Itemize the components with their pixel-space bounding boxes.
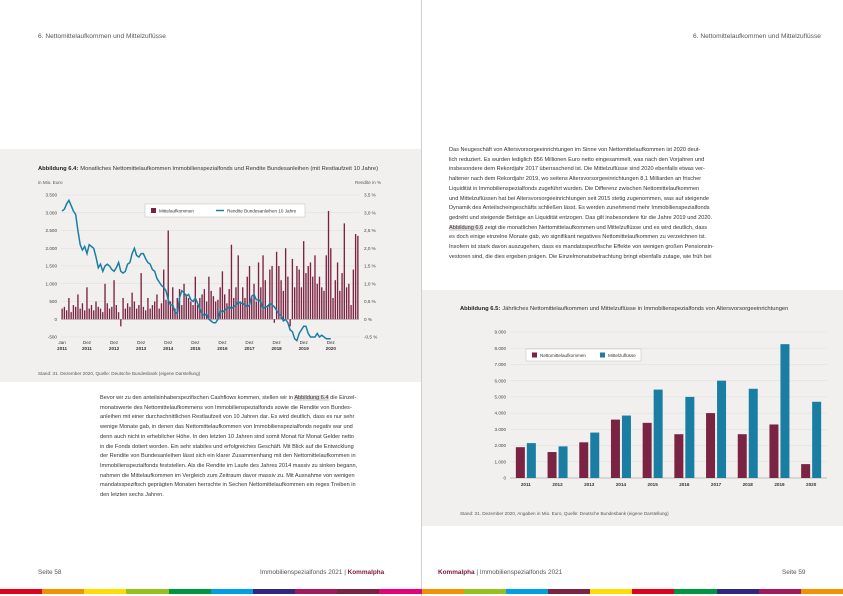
text-run: wenige Monate gab, in denen das Nettomittelaufkommen von Immobilienspezialfonds negativ war und [100, 424, 353, 431]
monthly-combo-chart [0, 185, 421, 360]
color-strip-segment [801, 589, 843, 594]
bar-net-inflow [95, 302, 96, 320]
color-strip-segment [337, 589, 380, 594]
text-run: haltener nach dem Rekordjahr 2019, wo seitens Altersvorsorgeeinrichtungen 8,1 Milliarden an frischer [449, 176, 702, 183]
bar-net-inflow [229, 289, 230, 319]
bar-net-inflow [289, 319, 290, 326]
figure-title [38, 166, 378, 172]
bar-net-inflow [611, 420, 620, 478]
y2-tick-label: 1,0 % [364, 281, 376, 287]
right-page [422, 0, 843, 596]
y2-tick-label: 3,5 % [364, 192, 376, 198]
y-tick-label: 3.500 [45, 192, 57, 198]
bar-net-inflow [89, 309, 90, 320]
bar-net-inflow [769, 424, 778, 478]
figure-title-text: Jährliches Nettomittelaufkommen und Mittelzuflüsse in Immobilienspezialfonds von Altersvorsorgeeinrichtungen [502, 306, 789, 312]
bar-net-inflow [138, 305, 139, 319]
bar-net-inflow [296, 266, 297, 319]
y-tick-label: 7.000 [494, 362, 506, 368]
color-strip-segment [717, 589, 760, 594]
bar-net-inflow [145, 310, 146, 319]
bar-net-inflow [66, 310, 67, 319]
text-run: in die Fonds dotiert worden. Ein sehr stabiles und erfolgreiches Geschäft. Mit Blick auf die Entwicklung [100, 443, 354, 450]
color-strip-segment [590, 589, 633, 594]
bar-net-inflow [319, 277, 320, 320]
bar-net-inflow [251, 298, 252, 319]
bar-net-inflow [330, 248, 331, 319]
bar-net-inflow [125, 309, 126, 320]
x-tick-month: Dez [82, 340, 92, 345]
bar-net-inflow [283, 291, 284, 319]
text-run: insbesondere dem Rekordjahr 2017 überraschend ist. Die Mittelzuflüsse sind 2020 ebenfalls etwas ver- [449, 166, 705, 173]
bar-net-inflow [100, 309, 101, 320]
text-line [449, 204, 714, 214]
bar-net-inflow [292, 259, 293, 319]
y-tick-label: 1.500 [45, 263, 57, 269]
x-tick-year: 2014 [163, 346, 174, 351]
x-tick-year: 2020 [325, 346, 336, 351]
y-tick-label: 9.000 [494, 329, 506, 335]
legend-label: Mittelaufkommen [159, 208, 194, 214]
text-run: Insofern ist stark davon auszugehen, dass es mandatsspezifische Effekte von wenigen großen Pensionsin- [449, 244, 714, 251]
bar-net-inflow [201, 294, 202, 319]
text-run: monatswerte des Nettomittelaufkommens von Immobilienspezialfonds sowie die Rendite von Bundes- [100, 404, 352, 411]
bar-net-inflow [210, 291, 211, 319]
text-run: Liquidität in Immobilienspezialfonds zugeführt wurden. Die Differenz zwischen Nettomittelaufkommen [449, 185, 700, 192]
bar-net-inflow [111, 307, 112, 319]
bar-net-inflow [332, 298, 333, 319]
bar-net-inflow [172, 287, 173, 319]
x-tick-label: 2020 [806, 482, 817, 487]
figure-source: Stand: 31. Dezember 2020, Angaben in Mio. Euro, Quelle: Deutsche Bundesbank (eigene Darstellung) [460, 511, 669, 516]
x-tick-year: 2011 [57, 346, 68, 351]
bar-net-inflow [84, 310, 85, 319]
bar-net-inflow [154, 302, 155, 320]
bar-net-inflow [91, 305, 92, 319]
bar-net-inflow [341, 273, 342, 319]
bar-net-inflow [301, 287, 302, 319]
bar-net-inflow [116, 305, 117, 319]
text-line [449, 253, 714, 263]
x-tick-month: Dez [272, 340, 281, 345]
y-tick-label: 6.000 [494, 378, 506, 384]
text-run: Immobilienspezialfonds feststellen. Als die Rendite im Laufe des Jahres 2014 massiv zu sinken begann, [100, 462, 358, 469]
footer-brand: Kommalpha [347, 569, 385, 576]
footer-doc-title: Immobilienspezialfonds 2021 [260, 569, 343, 576]
footer-doc-title: Immobilienspezialfonds 2021 [479, 569, 563, 576]
color-strip-segment [464, 589, 507, 594]
color-strip-segment [253, 589, 296, 594]
bar-net-inflow [168, 231, 169, 320]
legend-label: Mittelzuflüsse [608, 353, 636, 358]
bar-net-inflow [233, 298, 234, 319]
bar-net-inflow [308, 266, 309, 319]
bar-net-inflow [70, 312, 71, 319]
bar-net-inflow [238, 255, 239, 319]
footer-page-number: Seite 58 [38, 569, 62, 576]
footer-title [438, 569, 562, 576]
bar-net-inflow [86, 287, 87, 319]
text-run: zeigt die monatlichen Nettomittelaufkommen und Mittelzuflüsse und es wird deutlich, dass [483, 224, 708, 231]
y-tick-label: 8.000 [494, 345, 506, 351]
x-tick-label: 2014 [615, 482, 627, 487]
x-tick-label: 2017 [710, 482, 722, 487]
bar-net-inflow [152, 305, 153, 319]
text-line [100, 472, 357, 482]
y-tick-label: 1.000 [45, 281, 57, 287]
y-tick-label: 500 [49, 299, 57, 305]
legend-label: Rendite Bundesanleihen 10 Jahre [227, 208, 297, 214]
bar-net-inflow [355, 234, 356, 319]
y2-tick-label: 1,5 % [364, 263, 376, 269]
bar-net-inflow [258, 262, 259, 319]
text-run: anleihen mit einer durchschnittlichen Restlaufzeit von 10 Jahren dar. Es wird deutlich, dass es nur sehr [100, 414, 355, 421]
bar-net-inflow [159, 309, 160, 320]
x-tick-year: 2013 [136, 346, 147, 351]
bar-net-inflow [579, 442, 588, 478]
text-line [100, 481, 357, 491]
bar-net-inflow [294, 287, 295, 319]
bar-inflow [685, 397, 694, 478]
x-tick-month: Jan [58, 340, 66, 345]
bar-net-inflow [190, 302, 191, 320]
text-run: vestoren sind, die dies ergeben prägen. Die Einzelmonatsbetrachtung bringt ebenfalls zutage, wie früh bei [449, 253, 712, 260]
legend-swatch [532, 353, 537, 358]
text-line [449, 224, 714, 234]
bar-inflow [749, 389, 758, 478]
y-tick-label: 5.000 [494, 394, 506, 400]
y2-tick-label: 0,5 % [364, 299, 376, 305]
color-strip-segment [422, 589, 465, 594]
bar-net-inflow [143, 307, 144, 319]
figure-reference-link[interactable]: Abbildung 6.4 [294, 395, 329, 401]
footer-separator: | [344, 569, 346, 576]
bar-inflow [527, 443, 536, 478]
x-tick-month: Dez [245, 340, 254, 345]
y-tick-label: 0 [54, 316, 57, 322]
text-line [100, 462, 357, 472]
text-line [100, 452, 357, 462]
figure-title [460, 306, 788, 312]
bar-net-inflow [82, 303, 83, 319]
x-tick-month: Dez [191, 340, 200, 345]
color-strip-segment [632, 589, 675, 594]
bar-inflow [654, 390, 663, 478]
bar-net-inflow [278, 266, 279, 319]
bar-net-inflow [339, 291, 340, 319]
x-tick-month: Dez [164, 340, 173, 345]
bar-net-inflow [215, 302, 216, 320]
y-tick-label: 0 [503, 475, 506, 481]
bar-net-inflow [192, 305, 193, 319]
x-tick-label: 2011 [520, 482, 531, 487]
figure-title-text: Monatliches Nettomittelaufkommen Immobilienspezialfonds und Rendite Bundesanleihen (mit Restlaufzeit 10 Jahre) [80, 166, 378, 172]
page-header: 6. Nettomittelaufkommen und Mittelzuflüsse [38, 33, 166, 40]
text-run: es doch einige einzelne Monate gab, wo signifikant negatives Nettomittelaufkommen zu verzeichnen ist. [449, 234, 707, 241]
legend-swatch [600, 353, 605, 358]
bar-net-inflow [226, 303, 227, 319]
text-run: nahmen die Mittelaufkommen im Vergleich zum Zeitraum davor massiv zu. Mit Ausnahme von wenigen [100, 472, 355, 479]
bar-net-inflow [197, 305, 198, 319]
text-run: gedreht und steigende Beträge an Liquidität entzogen. Das gilt insbesondere für die Jahre 2019 und 2020. [449, 214, 713, 221]
bar-net-inflow [335, 280, 336, 319]
text-run: Dynamik des Anteilscheingeschäfts schließen lässt. Es werden zunehmend mehr Immobilienspezialfonds [449, 205, 710, 212]
bar-net-inflow [548, 452, 557, 478]
bar-net-inflow [346, 287, 347, 319]
text-run: den letzten sechs Jahren. [100, 492, 164, 499]
bar-net-inflow [305, 273, 306, 319]
bar-net-inflow [102, 312, 103, 319]
footer-title [260, 569, 384, 576]
bar-net-inflow [113, 280, 114, 319]
bar-inflow [559, 446, 568, 478]
y2-tick-label: 2,5 % [364, 228, 376, 234]
text-line [449, 185, 714, 195]
x-tick-label: 2015 [647, 482, 658, 487]
text-line [449, 233, 714, 243]
bar-net-inflow [120, 319, 121, 326]
bar-net-inflow [314, 255, 315, 319]
color-strip-segment [211, 589, 254, 594]
y-tick-label: 1.000 [494, 459, 506, 465]
bar-net-inflow [136, 309, 137, 320]
x-tick-year: 2019 [298, 346, 309, 351]
text-line [100, 423, 357, 433]
x-tick-year: 2016 [217, 346, 228, 351]
right-axis-unit: Rendite in % [355, 180, 382, 185]
footer-brand: Kommalpha [438, 569, 475, 576]
body-text [449, 146, 714, 262]
bar-net-inflow [801, 464, 810, 478]
bar-net-inflow [98, 307, 99, 319]
bar-net-inflow [75, 307, 76, 319]
bar-net-inflow [240, 302, 241, 320]
bar-net-inflow [326, 255, 327, 319]
bar-net-inflow [287, 277, 288, 320]
bar-net-inflow [247, 277, 248, 320]
bar-net-inflow [738, 434, 747, 478]
bar-net-inflow [149, 309, 150, 320]
bar-net-inflow [256, 302, 257, 320]
bar-net-inflow [61, 309, 62, 320]
bar-net-inflow [265, 280, 266, 319]
bar-net-inflow [337, 262, 338, 319]
x-tick-year: 2018 [271, 346, 282, 351]
x-tick-year: 2015 [190, 346, 201, 351]
bar-net-inflow [312, 277, 313, 320]
bar-net-inflow [298, 270, 299, 320]
bar-net-inflow [516, 447, 525, 478]
y-tick-label: 3.000 [45, 210, 57, 216]
color-strip-segment [169, 589, 212, 594]
bar-net-inflow [183, 284, 184, 320]
legend-swatch-bars [151, 208, 156, 213]
figure-reference-link[interactable]: Abbildung 6.6 [449, 224, 484, 231]
bar-net-inflow [262, 255, 263, 319]
text-line [449, 243, 714, 253]
text-line [100, 404, 357, 414]
bar-net-inflow [350, 305, 351, 319]
page-header: 6. Nettomittelaufkommen und Mittelzuflüsse [693, 33, 821, 40]
annual-bar-chart [422, 322, 843, 494]
body-text [100, 394, 357, 501]
bar-net-inflow [348, 284, 349, 320]
text-run: mandatsspezifisch geprägten Monaten herrschte in Sechen Nettomittelaufkommen ein reges Treiben in [100, 482, 356, 489]
color-strip-segment [295, 589, 338, 594]
text-line [100, 413, 357, 423]
x-tick-label: 2016 [679, 482, 690, 487]
y-tick-label: 2.000 [494, 443, 506, 449]
bar-net-inflow [107, 303, 108, 319]
color-strip-segment [0, 589, 43, 594]
text-line [100, 394, 357, 404]
bar-net-inflow [109, 309, 110, 320]
color-strip-segment [759, 589, 802, 594]
color-strip-segment [42, 589, 85, 594]
x-tick-month: Dez [137, 340, 146, 345]
left-page [0, 0, 421, 596]
color-strip-segment [674, 589, 717, 594]
bar-net-inflow [104, 284, 105, 320]
bar-net-inflow [80, 309, 81, 320]
bar-net-inflow [674, 434, 683, 478]
y-tick-label: 4.000 [494, 410, 506, 416]
bar-net-inflow [249, 266, 250, 319]
x-tick-year: 2011 [81, 346, 92, 351]
x-tick-month: Dez [218, 340, 227, 345]
color-strip-segment [126, 589, 169, 594]
bar-net-inflow [323, 291, 324, 319]
bar-net-inflow [271, 266, 272, 319]
text-run: denn auch nicht in erheblicher Höhe. In den letzten 10 Jahren sind somit Monat für Monat Gelder netto [100, 433, 355, 440]
x-tick-label: 2018 [742, 482, 753, 487]
x-tick-year: 2017 [244, 346, 255, 351]
bar-inflow [590, 433, 599, 478]
bar-net-inflow [188, 298, 189, 319]
bar-net-inflow [140, 273, 141, 319]
figure-source: Stand: 31. Dezember 2020, Quelle: Deutsche Bundesbank (eigene Darstellung) [38, 371, 201, 376]
left-axis-unit: in Mio. Euro [38, 180, 63, 185]
bar-net-inflow [186, 294, 187, 319]
text-line [100, 491, 357, 501]
text-run: Bevor wir zu den anteilsinhaberspezifischen Cashflows kommen, stellen wir in [100, 395, 295, 401]
x-tick-month: Dez [326, 340, 335, 345]
bar-net-inflow [131, 293, 132, 320]
text-run: lich reduziert. Es wurden lediglich 856 Millionen Euro netto eingesammelt, was nach den Vorjahren und [449, 156, 705, 163]
bar-net-inflow [208, 277, 209, 320]
legend-label: Nettomittelaufkommen [540, 353, 586, 358]
y2-tick-label: 3,0 % [364, 210, 376, 216]
bar-net-inflow [64, 307, 65, 319]
text-line [100, 443, 357, 453]
x-tick-label: 2012 [552, 482, 563, 487]
y-tick-label: 2.000 [45, 245, 57, 251]
bar-net-inflow [213, 296, 214, 319]
bar-net-inflow [165, 300, 166, 320]
text-line [449, 156, 714, 166]
footer-page-number: Seite 59 [782, 569, 806, 576]
color-strip-segment [84, 589, 127, 594]
text-run: und Mittelzuflüssen hat bei Altersvorsorgeeinrichtungen seit 2015 stetig zugenommen, was auf steigende [449, 195, 709, 202]
bar-net-inflow [357, 236, 358, 319]
bar-inflow [622, 416, 631, 478]
bar-net-inflow [328, 211, 329, 319]
x-tick-year: 2012 [108, 346, 120, 351]
text-line [449, 195, 714, 205]
text-line [449, 146, 714, 156]
color-strip-segment [506, 589, 549, 594]
bar-net-inflow [156, 294, 157, 319]
bar-net-inflow [73, 305, 74, 319]
text-line [449, 165, 714, 175]
bar-net-inflow [224, 294, 225, 319]
text-run: der Rendite von Bundesanleihen lässt sich ein klarer Zusammenhang mit den Nettomittelaufkommen in [100, 453, 356, 460]
bar-net-inflow [118, 312, 119, 319]
text-line [449, 175, 714, 185]
bar-net-inflow [129, 307, 130, 319]
figure-label: Abbildung 6.5: [460, 306, 501, 312]
bar-net-inflow [353, 270, 354, 320]
text-run: Das Neugeschäft von Altersvorsorgeeinrichtungen im Sinne von Nettomittelaufkommen ist 2020 deut- [449, 147, 701, 153]
bar-net-inflow [280, 280, 281, 319]
y-tick-label: -500 [47, 334, 57, 340]
x-tick-month: Dez [299, 340, 308, 345]
y-tick-label: 3.000 [494, 426, 506, 432]
text-run: die Einzel- [328, 395, 357, 401]
bar-net-inflow [643, 423, 652, 478]
text-line [449, 214, 714, 224]
bar-inflow [812, 402, 821, 478]
bar-net-inflow [147, 298, 148, 319]
bar-net-inflow [310, 262, 311, 319]
bar-net-inflow [706, 413, 715, 478]
bar-net-inflow [269, 270, 270, 320]
bar-net-inflow [303, 241, 304, 319]
bar-net-inflow [93, 310, 94, 319]
bar-net-inflow [317, 284, 318, 320]
y2-tick-label: -0,5 % [364, 334, 378, 340]
bar-inflow [780, 344, 789, 478]
bar-net-inflow [274, 319, 275, 323]
bar-inflow [717, 381, 726, 478]
bar-net-inflow [163, 270, 164, 320]
y2-tick-label: 2,0 % [364, 245, 376, 251]
bar-net-inflow [244, 298, 245, 319]
bar-net-inflow [68, 298, 69, 319]
text-line [100, 433, 357, 443]
bar-net-inflow [122, 298, 123, 319]
bar-net-inflow [321, 287, 322, 319]
footer-separator: | [476, 569, 479, 576]
color-strip-segment [379, 589, 422, 594]
x-tick-label: 2013 [584, 482, 595, 487]
bar-net-inflow [161, 303, 162, 319]
x-tick-month: Dez [109, 340, 119, 345]
bar-net-inflow [127, 303, 128, 319]
bar-net-inflow [285, 248, 286, 319]
x-tick-label: 2019 [774, 482, 785, 487]
bar-net-inflow [253, 284, 254, 320]
bar-net-inflow [77, 294, 78, 319]
bar-net-inflow [134, 302, 135, 320]
y-tick-label: 2.500 [45, 228, 57, 234]
bar-net-inflow [181, 305, 182, 319]
figure-label: Abbildung 6.4: [38, 166, 79, 172]
bar-net-inflow [344, 223, 345, 319]
color-strip-segment [548, 589, 591, 594]
y2-tick-label: 0 % [364, 316, 372, 322]
